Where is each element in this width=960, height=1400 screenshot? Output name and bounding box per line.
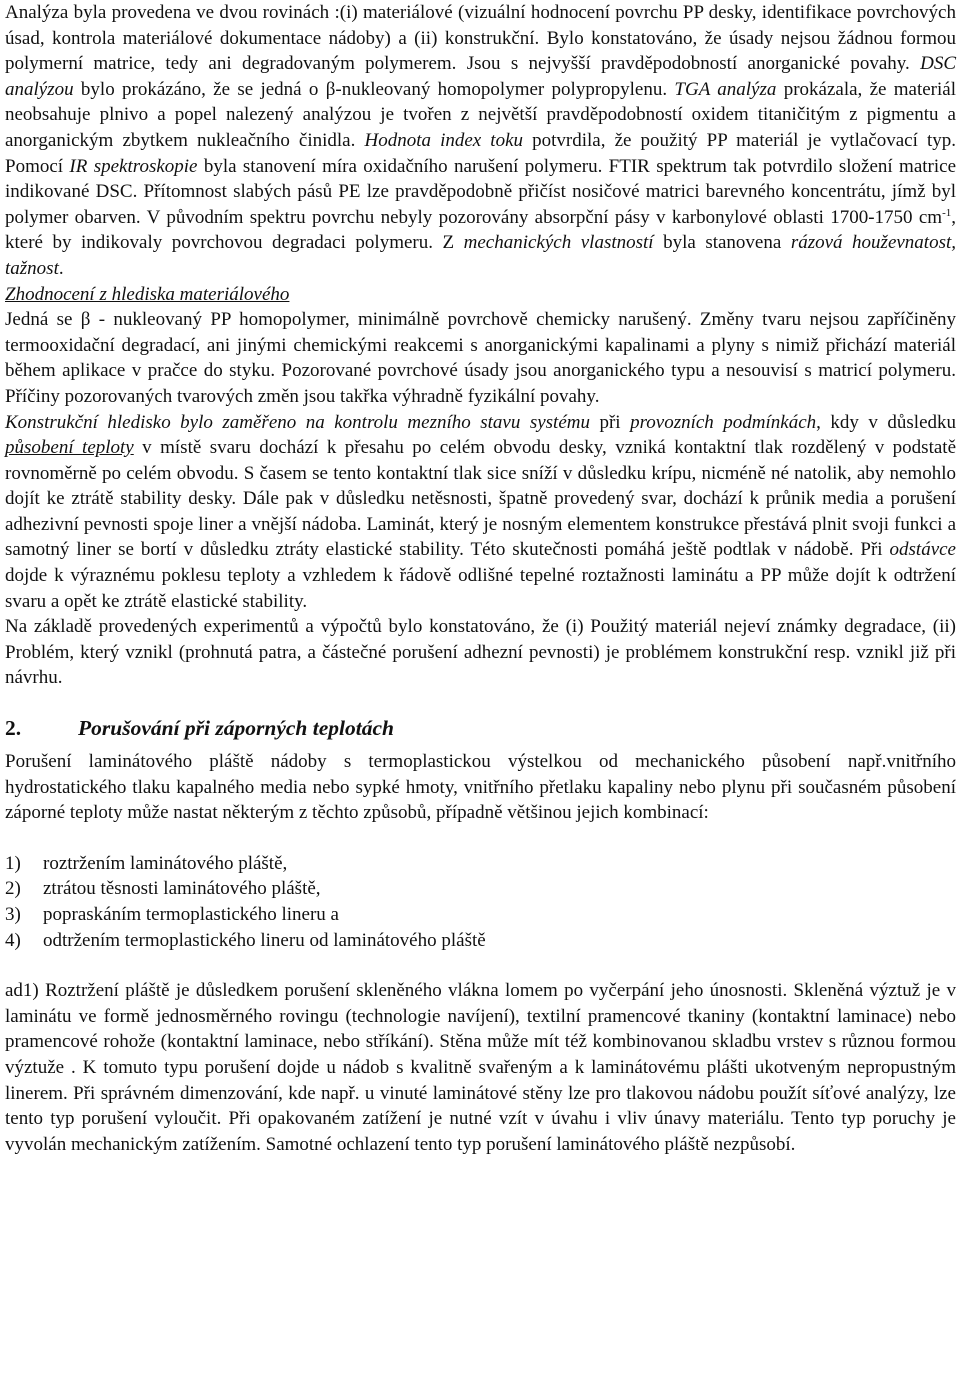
paragraph-ad1: ad1) Roztržení pláště je důsledkem porušení skleněného vlákna lomem po vyčerpání jeho únosnosti. Skleněná výztuž je v laminátu ve formě jednosměrného rovingu (technologie navíjení), textilní pramencové tkaniny (kontaktní laminace) nebo pramencové rohože (kontaktní laminace, nebo stříkání). Stěna může mít též kombinovanou skladbu vrstev s různou formou výztuže . K tomuto typu porušení dojde u nádob s kvalitně svařeným a k laminátovému plášti ukotveným nepropustným linerem. Při správném dimenzování, kde např. u vinuté laminátové stěny lze pro tlakovou nádobu použít síťové analýzy, lze tento typ porušení vyloučit. Při opakovaném zatížení je nutné vzít v úvahu i vliv únavy materiálu. Tento typ poruchy je vyvolán mechanickým zatížením. Samotné ochlazení tento typ porušení laminátového pláště nezpůsobí. bbox=[5, 980, 956, 1155]
section-heading bbox=[5, 713, 956, 743]
list-item bbox=[5, 851, 956, 877]
spacer bbox=[5, 826, 956, 851]
paragraph-conclusion: Na základě provedených experimentů a výpočtů bylo konstatováno, že (i) Použitý materiál nejeví známky degradace, (ii) Problém, který vznikl (prohnutá patra, a částečné porušení adhezní pevnosti) je problémem konstrukční resp. vznikl již při návrhu. bbox=[5, 616, 956, 689]
text-run: , kdy v důsledku bbox=[816, 411, 956, 433]
list-number: 2) bbox=[5, 878, 21, 900]
text-run: prokázala, že materiál neobsahuje plnivo a popel nalezený analýzou je tvořen z největší pravděpodobností oxidem titaničitým z pigmentu a anorganickým zbytkem nukleačního činidla. bbox=[5, 78, 956, 151]
list-number: 4) bbox=[5, 929, 21, 951]
text-run: potvrdila, že použitý PP materiál je vytlačovací typ. Pomocí bbox=[5, 129, 957, 177]
list-text: roztržením laminátového pláště, bbox=[43, 852, 288, 874]
list-item bbox=[5, 928, 956, 954]
list-text: ztrátou těsnosti laminátového pláště, bbox=[43, 878, 321, 900]
list-item bbox=[5, 876, 956, 902]
text-run: Analýza byla provedena ve dvou rovinách :(i) materiálové (vizuální hodnocení povrchu PP desky, identifikace povrchových úsad, kontrola materiálové dokumentace nádoby) a (ii) konstrukční. Bylo konstatováno, že úsady nejsou žádnou formou polymerní matrice, tedy ani degradovaným polymerem. Jsou s nejvyšší pravděpodobností anorganické povahy. bbox=[5, 2, 956, 75]
text-run: dojde k výraznému poklesu teploty a vzhledem k řádově odlišné tepelné roztažnosti laminátu a PP může dojít k odtržení svaru a opět ke ztrátě elastické stability. bbox=[5, 565, 956, 612]
mech-term: mechanických vlastností bbox=[463, 232, 654, 254]
text-run: byla stanovení míra oxidačního narušení polymeru. FTIR spektrum tak potvrdilo složení matrice indikované DSC. Přítomnost slabých pásů PE lze pravděpodobně přičíst nosičové matrici barevného koncentrátu, jímž byl polymer obarven. V původním spektru povrchu nebyly pozorovány absorpční pásy v karbonylové oblasti 1700-1750 cm bbox=[5, 155, 957, 228]
list-number: 1) bbox=[5, 852, 21, 874]
list-text: popraskáním termoplastického lineru a bbox=[43, 904, 339, 925]
construction-term: Konstrukční hledisko bylo zaměřeno na kontrolu mezního stavu systému bbox=[5, 411, 590, 433]
toughness-term: rázová houževnatost, tažnost bbox=[5, 232, 957, 279]
paragraph-construction bbox=[5, 410, 956, 615]
text-run: v místě svaru dochází k přesahu po celém obvodu desky, vzniká kontaktní tlak rozdělený v podstatě rovnoměrně po celém obvodu. S časem se tento kontaktní tlak sice sníží v důsledku krípu, nicméně né natolik, aby nemohlo dojít ke ztrátě stability desky. Dále pak v důsledku netěsnosti, špatně provedený svar, dochází k průnik media a porušení adhezivní pevnosti spoje liner a vnější nádoba. Laminát, který je nosným elementem konstrukce přestává plnit svoji funkci a samotný liner se bortí v důsledku ztráty elastické stability. Této skutečnosti pomáhá ještě podtlak v nádobě. Při bbox=[5, 437, 957, 561]
subheading-material: Zhodnocení z hlediska materiálového bbox=[5, 283, 290, 305]
text-run: bylo prokázáno, že se jedná o β-nukleovaný homopolymer polypropylenu. bbox=[73, 78, 675, 100]
text-run: byla stanovena bbox=[653, 232, 791, 254]
failure-list bbox=[5, 851, 956, 953]
section-title: Porušování při záporných teplotách bbox=[78, 716, 394, 741]
list-number: 3) bbox=[5, 904, 21, 925]
paragraph-failure-modes: Porušení laminátového pláště nádoby s termoplastickou výstelkou od mechanického působení např.vnitřního hydrostatického tlaku kapalného media nebo sypké hmoty, vnitřního přetlaku kapaliny nebo plynu při současném působení záporné teploty může nastat některým z těchto způsobů, případně většinou jejich kombinací: bbox=[5, 751, 956, 824]
spacer bbox=[5, 953, 956, 978]
text-run: při bbox=[589, 411, 631, 433]
operating-conditions-term: provozních podmínkách bbox=[630, 411, 817, 433]
text-run: . bbox=[58, 257, 64, 279]
text-run: , které by indikovaly povrchovou degradaci polymeru. Z bbox=[5, 206, 956, 254]
temperature-term: působení teploty bbox=[5, 437, 134, 459]
dsc-term: DSC analýzou bbox=[5, 53, 956, 100]
list-item bbox=[5, 902, 956, 928]
spacer bbox=[5, 691, 956, 713]
tga-term: TGA analýza bbox=[674, 78, 777, 100]
paragraph-analysis bbox=[5, 0, 956, 282]
superscript: -1 bbox=[942, 206, 952, 219]
ir-term: IR spektroskopie bbox=[69, 155, 198, 177]
list-text: odtržením termoplastického lineru od laminátového pláště bbox=[43, 929, 486, 951]
paragraph-material-evaluation: Jedná se β - nukleovaný PP homopolymer, minimálně povrchově chemicky narušený. Změny tvaru nejsou zapříčiněny termooxidační degradací, ani jinými chemickými reakcemi s anorganickými kapalinami a plyny s nimiž přichází materiál během aplikace v pračce do styku. Pozorované povrchové úsady jsou anorganického typu a nesouvisí s matricí polymeru. Příčiny pozorovaných tvarových změn jsou takřka výhradně fyzikální povahy. bbox=[5, 309, 956, 407]
shutdown-term: odstávce bbox=[889, 539, 956, 561]
index-term: Hodnota index toku bbox=[364, 129, 524, 151]
section-number: 2. bbox=[5, 716, 22, 741]
